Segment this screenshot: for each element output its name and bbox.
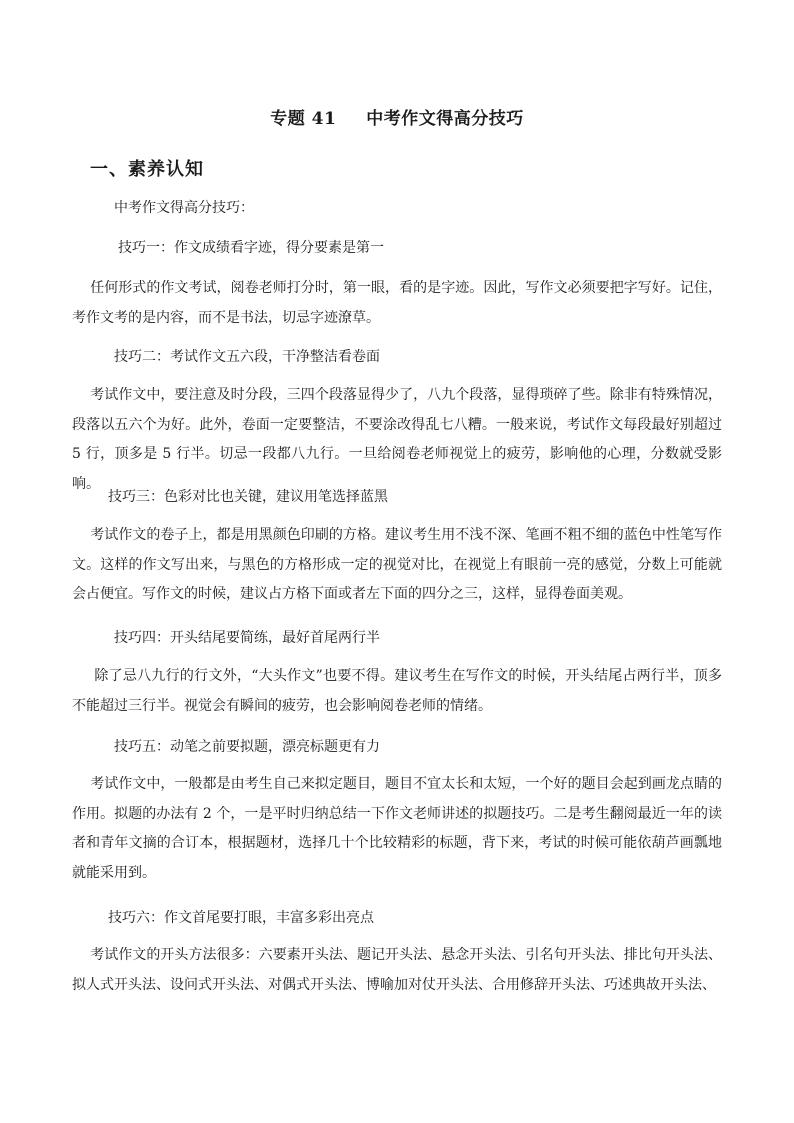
title-text: 中考作文得高分技巧	[366, 109, 524, 129]
tip-body: 考试作文的开头方法很多：六要素开头法、题记开头法、悬念开头法、引名句开头法、排比句开头法、拟人式开头法、设问式开头法、对偶式开头法、博喻加对仗开头法、合用修辞开头法、巧述典故开头法、	[72, 947, 722, 993]
tip-heading: 技巧五：动笔之前要拟题，漂亮标题更有力	[114, 739, 380, 755]
tip-heading: 技巧二：考试作文五六段，干净整洁看卷面	[114, 349, 380, 365]
tip-heading: 技巧六：作文首尾要打眼，丰富多彩出亮点	[108, 910, 374, 926]
tip-heading: 技巧一：作文成绩看字迹，得分要素是第一	[118, 240, 384, 256]
tip-body: 考试作文中，要注意及时分段，三四个段落显得少了，八九个段落，显得琐碎了些。除非有特殊情况，段落以五六个为好。此外，卷面一定要整洁，不要涂改得乱七八糟。一般来说，考试作文每段最好别超过 5 行，顶多是 5 行半。切忌一段都八九行。一旦给阅卷老师视觉上的疲劳，影响他的心理，分数就受影响。	[72, 387, 722, 492]
tip-body: 除了忌八九行的行文外，“大头作文”也要不得。建议考生在写作文的时候，开头结尾占两行半，顶多不能超过三行半。视觉会有瞬间的疲劳，也会影响阅卷老师的情绪。	[72, 668, 722, 714]
tip-body: 考试作文的卷子上，都是用黑颜色印刷的方格。建议考生用不浅不深、笔画不粗不细的蓝色中性笔写作文。这样的作文写出来，与黑色的方格形成一定的视觉对比，在视觉上有眼前一亮的感觉，分数上可能就会占便宜。写作文的时候，建议占方格下面或者左下面的四分之三，这样，显得卷面美观。	[72, 527, 722, 602]
title-number: 专题 41	[270, 109, 337, 129]
tip-body: 任何形式的作文考试，阅卷老师打分时，第一眼，看的是字迹。因此，写作文必须要把字写好。记住，考作文考的是内容，而不是书法，切忌字迹潦草。	[72, 280, 722, 326]
tip-heading: 技巧四：开头结尾要简练，最好首尾两行半	[114, 630, 380, 646]
intro-line: 中考作文得高分技巧：	[114, 200, 254, 216]
section-heading: 一、素养认知	[90, 159, 204, 180]
page-title	[0, 104, 794, 129]
tip-body: 考试作文中，一般都是由考生自己来拟定题目，题目不宜太长和太短，一个好的题目会起到画龙点睛的作用。拟题的办法有 2 个，一是平时归纳总结一下作文老师讲述的拟题技巧。二是考生翻阅最近一年的读者和青年文摘的合订本，根据题材，选择几十个比较精彩的标题，背下来，考试的时候可能依葫芦画瓢地就能采用到。	[72, 776, 722, 881]
tip-heading: 技巧三：色彩对比也关键，建议用笔选择蓝黑	[108, 489, 388, 505]
